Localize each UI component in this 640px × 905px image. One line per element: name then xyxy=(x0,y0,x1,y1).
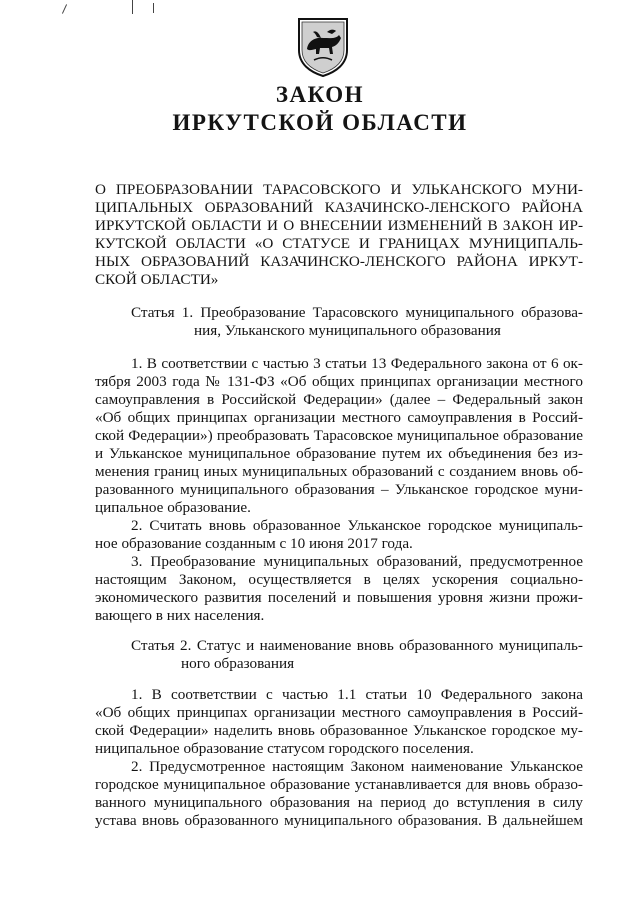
title-line: ИРКУТСКОЙ ОБЛАСТИ И О ВНЕСЕНИИ ИЗМЕНЕНИЙ В ЗАКОН ИР- xyxy=(95,217,583,234)
title-line: НЫХ ОБРАЗОВАНИЙ КАЗАЧИНСКО-ЛЕНСКОГО РАЙОНА ИРКУТ- xyxy=(95,253,583,270)
title-line: ЦИПАЛЬНЫХ ОБРАЗОВАНИЙ КАЗАЧИНСКО-ЛЕНСКОГО РАЙОНА xyxy=(95,199,583,216)
coat-of-arms-icon xyxy=(296,16,350,78)
paragraph-line: настоящим Законом, осуществляется в целях ускорения социально- xyxy=(95,571,583,588)
paragraph-line: разованного муниципального образования – Ульканское городское муни- xyxy=(95,481,583,498)
paragraph-line: самоуправления в Российской Федерации» (далее – Федеральный закон xyxy=(95,391,583,408)
scan-mark xyxy=(153,3,154,13)
paragraph-line: «Об общих принципах организации местного самоуправления в Россий- xyxy=(95,409,583,426)
paragraph-line: и Ульканское муниципальное образование путем их объединения без из- xyxy=(95,445,583,462)
paragraph-line: 2. Предусмотренное настоящим Законом наименование Ульканское xyxy=(131,758,583,775)
paragraph-line: 3. Преобразование муниципальных образований, предусмотренное xyxy=(131,553,583,570)
paragraph-line: 1. В соответствии с частью 3 статьи 13 Федерального закона от 6 ок- xyxy=(131,355,583,372)
paragraph-line: устава вновь образованного муниципального образования. В дальнейшем xyxy=(95,812,583,829)
article-heading-line: Статья 1. Преобразование Тарасовского муниципального образова- xyxy=(131,304,583,321)
article-heading-line: ного образования xyxy=(181,655,295,672)
paragraph-line: городское муниципальное образование устанавливается для вновь образо- xyxy=(95,776,583,793)
paragraph-line: ской Федерации») преобразовать Тарасовское муниципальное образование xyxy=(95,427,583,444)
title-line: О ПРЕОБРАЗОВАНИИ ТАРАСОВСКОГО И УЛЬКАНСКОГО МУНИ- xyxy=(95,181,583,198)
paragraph-line: менения границ иных муниципальных образований с созданием вновь об- xyxy=(95,463,583,480)
law-heading: ЗАКОН xyxy=(275,82,365,107)
paragraph-line: 1. В соответствии с частью 1.1 статьи 10 Федерального закона xyxy=(131,686,583,703)
paragraph-line: «Об общих принципах организации местного самоуправления в Россий- xyxy=(95,704,583,721)
paragraph-line: 2. Считать вновь образованное Ульканское городское муниципаль- xyxy=(131,517,583,534)
coat-of-arms-emblem xyxy=(296,16,350,78)
paragraph-line: ской Федерации» наделить вновь образованное Ульканское городское му- xyxy=(95,722,583,739)
scan-mark xyxy=(62,4,67,13)
paragraph-line: экономического развития поселений и повышения уровня жизни прожи- xyxy=(95,589,583,606)
scan-mark xyxy=(132,0,133,14)
paragraph-line: ципальное образование. xyxy=(95,499,251,516)
paragraph-line: ниципальное образование статусом городского поселения. xyxy=(95,740,474,757)
title-line: СКОЙ ОБЛАСТИ» xyxy=(95,271,219,288)
title-line: КУТСКОЙ ОБЛАСТИ «О СТАТУСЕ И ГРАНИЦАХ МУНИЦИПАЛЬ- xyxy=(95,235,583,252)
region-heading: ИРКУТСКОЙ ОБЛАСТИ xyxy=(172,110,468,135)
article-heading-line: Статья 2. Статус и наименование вновь образованного муниципаль- xyxy=(131,637,583,654)
paragraph-line: тября 2003 года № 131-ФЗ «Об общих принципах организации местного xyxy=(95,373,583,390)
paragraph-line: ное образование созданным с 10 июня 2017 года. xyxy=(95,535,413,552)
paragraph-line: ванного муниципального образования на период до вступления в силу xyxy=(95,794,583,811)
paragraph-line: вающего в них населения. xyxy=(95,607,265,624)
article-heading-line: ния, Ульканского муниципального образования xyxy=(194,322,501,339)
